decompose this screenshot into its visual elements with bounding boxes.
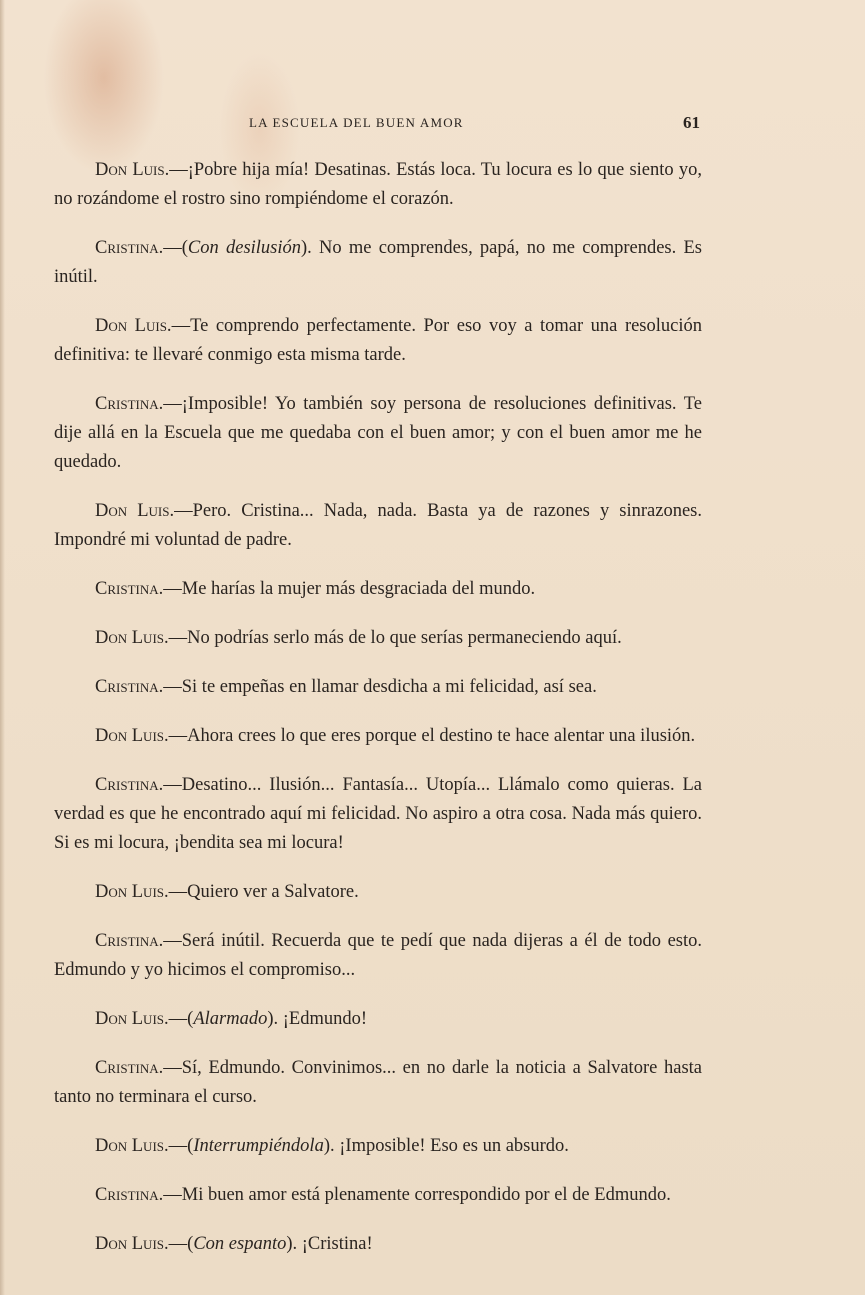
dialogue-dash: — <box>163 677 182 697</box>
dialogue-dash: — <box>163 1058 182 1078</box>
speaker-name: Don Luis. <box>95 628 169 648</box>
dialogue-text: Mi buen amor está plenamente correspondido por el de Edmundo. <box>181 1185 671 1205</box>
dialogue-paragraph <box>54 1132 702 1161</box>
running-title: LA ESCUELA DEL BUEN AMOR <box>249 115 464 130</box>
dialogue-paragraph <box>54 1005 702 1034</box>
dialogue-paragraph <box>54 497 702 555</box>
dialogue-text: Sí, Edmundo. Convinimos... en no darle la noticia a Salvatore hasta tanto no terminara el curso. <box>54 1058 702 1107</box>
stage-direction-close: ). <box>323 1136 340 1156</box>
dialogue-paragraph <box>54 624 702 653</box>
dialogue-paragraph <box>54 1230 702 1259</box>
speaker-name: Cristina. <box>95 677 164 697</box>
dialogue-dash: —( <box>168 1234 194 1254</box>
dialogue-paragraph <box>54 673 702 702</box>
dialogue-text: Quiero ver a Salvatore. <box>187 882 359 902</box>
dialogue-text: Te comprendo perfectamente. Por eso voy a tomar una resolución definitiva: te llevaré conmigo esta misma tarde. <box>54 316 703 365</box>
speaker-name: Don Luis. <box>95 316 172 336</box>
dialogue-dash: — <box>163 579 182 599</box>
dialogue-text: ¡Edmundo! <box>282 1009 367 1029</box>
dialogue-text: Desatino... Ilusión... Fantasía... Utopía... Llámalo como quieras. La verdad es que he encontrado aquí mi felicidad. No aspiro a otra cosa. Nada más quiero. Si es mi locura, ¡bendita sea mi locura! <box>54 775 702 853</box>
dialogue-dash: — <box>163 775 182 795</box>
dialogue-text: ¡Imposible! Eso es un absurdo. <box>339 1136 569 1156</box>
speaker-name: Don Luis. <box>95 501 175 521</box>
dialogue-text: Si te empeñas en llamar desdicha a mi felicidad, así sea. <box>181 677 597 697</box>
dialogue-paragraph <box>54 1054 702 1112</box>
dialogue-dash: —( <box>163 238 188 258</box>
stage-direction: Con espanto <box>193 1234 287 1254</box>
speaker-name: Cristina. <box>95 931 164 951</box>
dialogue-text: ¡Pobre hija mía! Desatinas. Estás loca. Tu locura es lo que siento yo, no rozándome el rostro sino rompiéndome el corazón. <box>54 160 702 209</box>
dialogue-paragraph <box>54 390 702 477</box>
stage-direction: Alarmado <box>193 1009 268 1029</box>
speaker-name: Don Luis. <box>95 1009 169 1029</box>
page-edge-shadow <box>0 0 5 1295</box>
stage-direction: Con desilusión <box>187 238 302 258</box>
speaker-name: Cristina. <box>95 775 164 795</box>
dialogue-dash: — <box>168 882 188 902</box>
dialogue-paragraph <box>54 156 702 214</box>
speaker-name: Cristina. <box>95 238 164 258</box>
dialogue-dash: — <box>168 726 188 746</box>
dialogue-paragraph <box>54 312 702 370</box>
dialogue-dash: — <box>169 160 188 180</box>
dialogue-text: Me harías la mujer más desgraciada del mundo. <box>181 579 536 599</box>
dialogue-dash: —( <box>168 1009 194 1029</box>
speaker-name: Don Luis. <box>95 1234 169 1254</box>
stage-direction: Interrumpiéndola <box>193 1136 324 1156</box>
dialogue-text: No me comprendes, papá, no me comprendes. Es inútil. <box>54 238 702 287</box>
speaker-name: Cristina. <box>95 579 164 599</box>
dialogue-text: ¡Imposible! Yo también soy persona de resoluciones definitivas. Te dije allá en la Escuela que me quedaba con el buen amor; y con el buen amor me he quedado. <box>54 394 702 472</box>
dialogue-dash: — <box>163 394 182 414</box>
dialogue-paragraph <box>54 722 702 751</box>
dialogue-text: Pero. Cristina... Nada, nada. Basta ya de razones y sinrazones. Impondré mi voluntad de padre. <box>54 501 702 550</box>
dialogue-text: ¡Cristina! <box>301 1234 373 1254</box>
speaker-name: Don Luis. <box>95 160 170 180</box>
dialogue-dash: — <box>174 501 193 521</box>
dialogue-text: Ahora crees lo que eres porque el destino te hace alentar una ilusión. <box>187 726 696 746</box>
page-number: 61 <box>683 113 700 132</box>
dialogue-dash: —( <box>168 1136 194 1156</box>
stage-direction-close: ). <box>301 238 320 258</box>
speaker-name: Don Luis. <box>95 882 169 902</box>
speaker-name: Cristina. <box>95 1185 164 1205</box>
dialogue-dash: — <box>163 1185 182 1205</box>
speaker-name: Cristina. <box>95 1058 164 1078</box>
dialogue-dash: — <box>171 316 191 336</box>
dialogue-paragraph <box>54 1181 702 1210</box>
stage-direction-close: ). <box>286 1234 302 1254</box>
dialogue-paragraph <box>54 234 702 292</box>
speaker-name: Don Luis. <box>95 726 169 746</box>
dialogue-paragraph <box>54 878 702 907</box>
dialogue-text: Será inútil. Recuerda que te pedí que nada dijeras a él de todo esto. Edmundo y yo hicimos el compromiso... <box>54 931 702 980</box>
dialogue-dash: — <box>163 931 182 951</box>
stage-direction-close: ). <box>267 1009 283 1029</box>
dialogue-paragraph <box>54 575 702 604</box>
speaker-name: Cristina. <box>95 394 164 414</box>
speaker-name: Don Luis. <box>95 1136 169 1156</box>
dialogue-text: No podrías serlo más de lo que serías permaneciendo aquí. <box>187 628 622 648</box>
dialogue-body <box>54 156 702 1279</box>
dialogue-paragraph <box>54 771 702 858</box>
dialogue-dash: — <box>168 628 188 648</box>
dialogue-paragraph <box>54 927 702 985</box>
